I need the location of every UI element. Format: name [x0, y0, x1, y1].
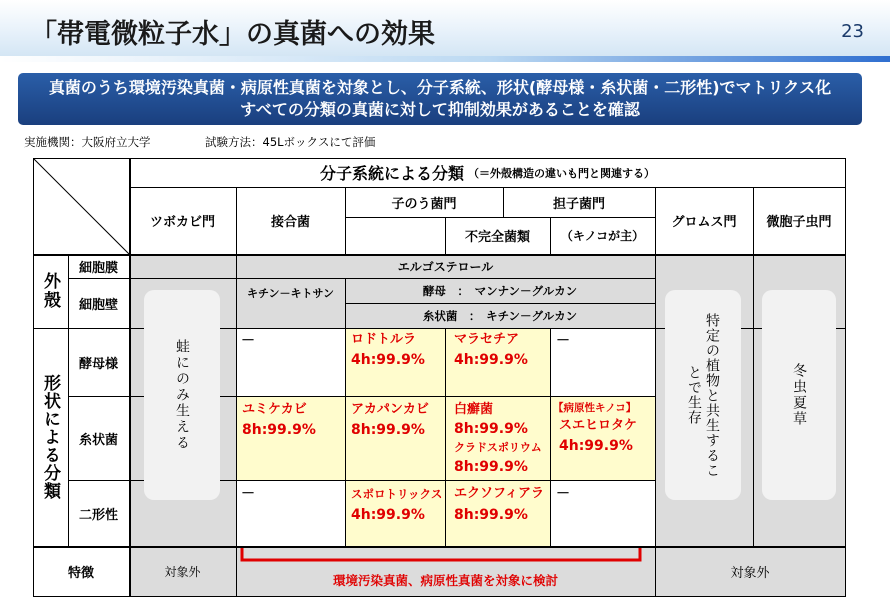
col-basidiomycota: 担子菌門: [552, 196, 605, 212]
glomus-note-wrap: [665, 290, 741, 500]
yeast-asco2-name: マラセチア: [454, 332, 520, 347]
shape-group-text: 形状による分類: [40, 374, 60, 500]
dim-asco2-name: エクソフィアラ: [454, 486, 544, 501]
wall-zygo-value: キチン－キトサン: [247, 287, 334, 300]
col-microsporidia: 微胞子虫門: [766, 215, 832, 230]
yeast-asco1-value: 4h:99.9%: [351, 352, 425, 368]
yeast-zygo-dash: －: [241, 333, 255, 349]
shell-group-text: 外殻: [40, 272, 60, 310]
meta-organization: 実施機関：大阪府立大学: [24, 135, 151, 149]
col-mushroom: （キノコが主）: [560, 229, 645, 243]
red-bracket: [236, 546, 655, 566]
corner-diagonal: [33, 158, 130, 255]
dim-zygo-dash: －: [241, 486, 255, 502]
wall-yeast-value: 酵母 ： マンナン－グルカン: [422, 283, 578, 298]
feature-center: 環境汚染真菌、病原性真菌を対象に検討: [332, 573, 558, 588]
col-chytrid: ツボカビ門: [149, 215, 215, 230]
fil-asco1-name: アカパンカビ: [351, 402, 429, 417]
shell-group-label: [33, 254, 68, 328]
fil-asco2-value2: 8h:99.9%: [454, 459, 528, 475]
row-dimorphic: 二形性: [78, 507, 118, 523]
yeast-asco1-name: ロドトルラ: [351, 332, 417, 347]
fil-asco2-name2: クラドスポリウム: [454, 441, 542, 454]
micro-note-wrap: [762, 290, 836, 500]
row-feature: 特徴: [67, 565, 94, 581]
fil-basi-value: 4h:99.9%: [559, 438, 633, 454]
fil-asco2-value: 8h:99.9%: [454, 421, 528, 437]
meta-method: 試験方法：45Lボックスにて評価: [205, 135, 376, 149]
phylo-note: （＝外殻構造の違いも門と関連する）: [468, 166, 655, 180]
row-wall: 細胞壁: [78, 297, 118, 313]
col-imperfect: 不完全菌類: [464, 230, 530, 245]
chytrid-note-wrap: [144, 290, 220, 500]
summary-line-1: 真菌のうち環境汚染真菌・病原性真菌を対象とし、分子系統、形状(酵母様・糸状菌・二形性)でマトリクス化: [48, 78, 832, 97]
dim-asco1-value: 4h:99.9%: [351, 507, 425, 523]
col-ascomycota: 子のう菌門: [391, 196, 457, 212]
feature-right: 対象外: [730, 565, 770, 581]
yeast-asco2-value: 4h:99.9%: [454, 352, 528, 368]
fil-basi-name: スエヒロタケ: [559, 418, 638, 433]
feature-left: 対象外: [164, 564, 201, 579]
fil-basi-tag: 【病原性キノコ】: [553, 402, 637, 414]
membrane-value: エルゴステロール: [397, 259, 494, 274]
shape-group-label: [33, 328, 68, 546]
chytrid-note: 蛙にのみ生える: [174, 339, 190, 451]
yeast-basi-dash: －: [556, 333, 570, 349]
row-membrane: 細胞膜: [78, 260, 118, 276]
fil-zygo-name: ユミケカビ: [242, 402, 307, 417]
dim-asco1-name: スポロトリックス: [351, 487, 443, 501]
phylo-header: [129, 158, 846, 187]
summary-line-2: すべての分類の真菌に対して抑制効果があることを確認: [240, 100, 640, 119]
phylo-title: 分子系統による分類: [319, 164, 464, 183]
micro-note: 冬虫夏草: [791, 363, 807, 427]
col-glomus: グロムス門: [671, 215, 737, 230]
glomus-note: 特定の植物と共生することで生存: [686, 312, 720, 478]
col-zygomycota: 接合菌: [270, 215, 310, 230]
page-number: 23: [841, 21, 864, 42]
row-filamentous: 糸状菌: [78, 432, 118, 448]
fil-asco1-value: 8h:99.9%: [351, 422, 425, 438]
fil-zygo-value: 8h:99.9%: [242, 422, 316, 438]
dim-basi-dash: －: [556, 486, 570, 502]
row-yeast: 酵母様: [78, 356, 118, 372]
dim-asco2-value: 8h:99.9%: [454, 507, 528, 523]
wall-filament-value: 糸状菌 ： キチン－グルカン: [422, 308, 578, 323]
slide-title: 「帯電微粒子水」の真菌への効果: [30, 19, 435, 50]
fil-asco2-name: 白癬菌: [454, 402, 494, 417]
